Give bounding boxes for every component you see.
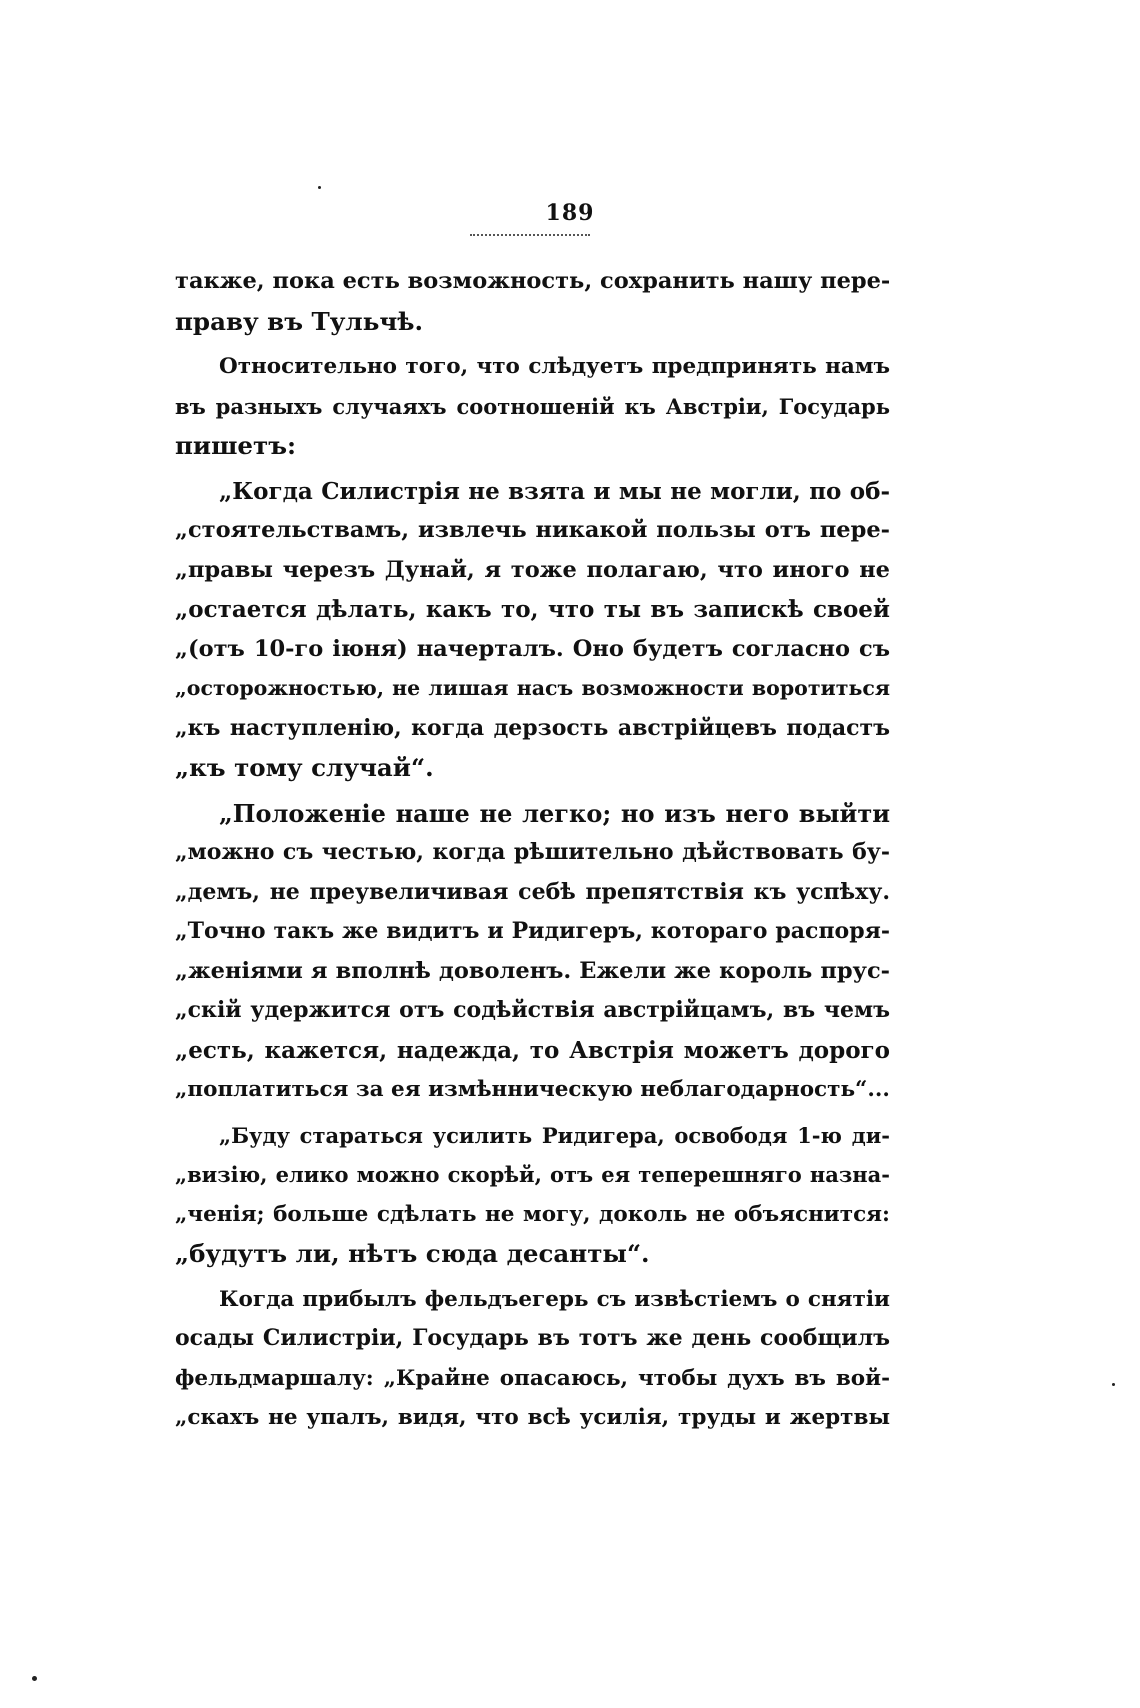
text-line: „визію, елико можно скорѣй, отъ ея теперешняго назна-: [175, 1162, 890, 1187]
text-line: Относительно того, что слѣдуетъ предпринять намъ: [219, 354, 890, 379]
text-line: „можно съ честью, когда рѣшительно дѣйствовать бу-: [175, 839, 890, 865]
text-line: „остается дѣлать, какъ то, что ты въ запискѣ своей: [175, 596, 890, 623]
text-line: „Положеніе наше не легко; но изъ него выйти: [219, 798, 890, 828]
text-line: „Точно такъ же видитъ и Ридигеръ, котораго распоря-: [175, 918, 890, 944]
text-line: „скій удержится отъ содѣйствія австрійцамъ, въ чемъ: [175, 997, 890, 1023]
text-line: „поплатиться за ея измѣнническую неблагодарность“...: [175, 1077, 890, 1102]
page-number-rule: [470, 230, 590, 236]
text-line: „демъ, не преувеличивая себѣ препятствія къ успѣху.: [175, 878, 890, 905]
text-line: „женіями я вполнѣ доволенъ. Ежели же король прус-: [175, 957, 890, 984]
page-number: 189: [545, 200, 595, 226]
text-line: „ченія; больше сдѣлать не могу, доколь не объяснится:: [175, 1201, 890, 1227]
text-line: „есть, кажется, надежда, то Австрія можетъ дорого: [175, 1036, 890, 1064]
text-line: „стоятельствамъ, извлечь никакой пользы отъ пере-: [175, 517, 890, 543]
text-line: „къ наступленію, когда дерзость австрійцевъ подастъ: [175, 714, 890, 741]
text-line: праву въ Тульчѣ.: [175, 306, 424, 336]
text-line: Когда прибылъ фельдъегерь съ извѣстіемъ о снятіи: [219, 1286, 890, 1312]
text-line: „осторожностью, не лишая насъ возможности воротиться: [175, 676, 890, 700]
text-line: осады Силистріи, Государь въ тотъ же день сообщилъ: [175, 1325, 890, 1351]
print-speck: [318, 186, 321, 189]
text-line: „Буду стараться усилить Ридигера, освободя 1-ю ди-: [219, 1122, 890, 1148]
print-speck: [32, 1676, 37, 1681]
body-text: [175, 262, 890, 1438]
text-line: „будутъ ли, нѣтъ сюда десанты“.: [175, 1239, 650, 1268]
text-line: „Когда Силистрія не взята и мы не могли, по об-: [219, 477, 890, 505]
text-line: фельдмаршалу: „Крайне опасаюсь, чтобы духъ въ вой-: [175, 1365, 890, 1391]
text-line: „(отъ 10-го іюня) начерталъ. Оно будетъ согласно съ: [175, 635, 890, 662]
text-line: „къ тому случай“.: [175, 753, 434, 782]
text-line: „скахъ не упалъ, видя, что всѣ усилія, труды и жертвы: [175, 1405, 890, 1430]
text-line: пишетъ:: [175, 431, 297, 460]
print-speck: [1112, 1383, 1115, 1386]
text-line: въ разныхъ случаяхъ соотношеній къ Австріи, Государь: [175, 393, 890, 419]
text-line: также, пока есть возможность, сохранить нашу пере-: [175, 268, 891, 294]
text-line: „правы черезъ Дунай, я тоже полагаю, что иного не: [175, 556, 890, 583]
